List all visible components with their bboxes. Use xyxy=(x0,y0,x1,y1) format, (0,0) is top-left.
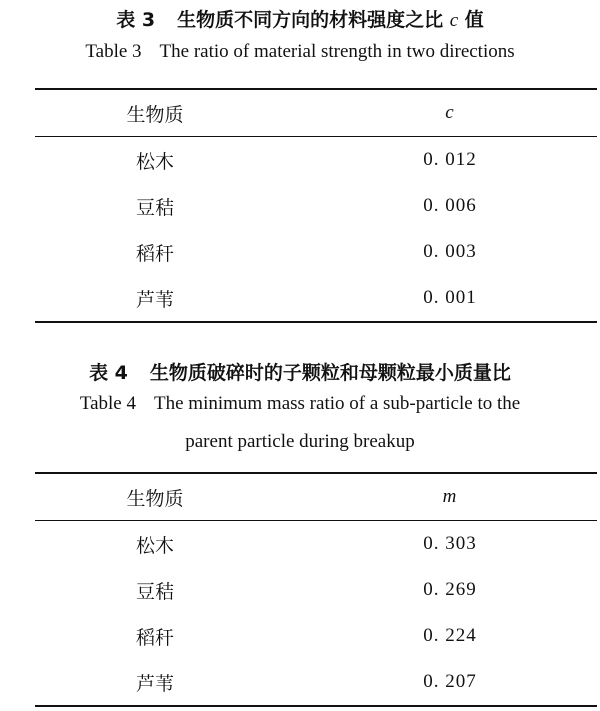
column-header-c: c xyxy=(445,102,455,123)
biomass-name: 豆秸 xyxy=(135,196,174,219)
biomass-name: 稻秆 xyxy=(135,242,174,265)
biomass-name: 松木 xyxy=(135,150,174,173)
table3-caption-en: Table 3 The ratio of material strength in two directions xyxy=(85,41,515,62)
ratio-value: 0. 003 xyxy=(423,241,477,262)
table4-caption xyxy=(0,361,600,461)
table-row xyxy=(35,567,597,613)
column-header-biomass: 生物质 xyxy=(126,103,184,126)
table-row xyxy=(35,521,597,568)
ratio-value: 0. 001 xyxy=(423,287,477,308)
table3 xyxy=(35,88,597,323)
table4-caption-cn: 表 4 生物质破碎时的子颗粒和母颗粒最小质量比 xyxy=(89,362,511,384)
table-row xyxy=(35,183,597,229)
table-row xyxy=(35,659,597,706)
biomass-name: 松木 xyxy=(135,534,174,557)
table3-caption-cn: 表 3 生物质不同方向的材料强度之比 c 值 xyxy=(116,9,484,31)
biomass-name: 豆秸 xyxy=(135,580,174,603)
table-header-row xyxy=(35,89,597,137)
mass-ratio-value: 0. 269 xyxy=(423,579,477,600)
table3-caption xyxy=(0,8,600,71)
ratio-value: 0. 012 xyxy=(423,149,477,170)
table-row xyxy=(35,275,597,322)
ratio-value: 0. 006 xyxy=(423,195,477,216)
biomass-name: 稻秆 xyxy=(135,626,174,649)
column-header-m: m xyxy=(442,486,458,507)
mass-ratio-value: 0. 303 xyxy=(423,533,477,554)
table4-caption-en-line2: parent particle during breakup xyxy=(185,431,415,452)
table-row xyxy=(35,229,597,275)
column-header-biomass: 生物质 xyxy=(126,487,184,510)
mass-ratio-value: 0. 224 xyxy=(423,625,477,646)
table-header-row xyxy=(35,473,597,521)
mass-ratio-value: 0. 207 xyxy=(423,671,477,692)
table-row xyxy=(35,137,597,184)
table4 xyxy=(35,472,597,707)
biomass-name: 芦苇 xyxy=(135,288,174,311)
table-row xyxy=(35,613,597,659)
biomass-name: 芦苇 xyxy=(135,672,174,695)
table4-caption-en-line1: Table 4 The minimum mass ratio of a sub-particle to the xyxy=(79,393,521,414)
